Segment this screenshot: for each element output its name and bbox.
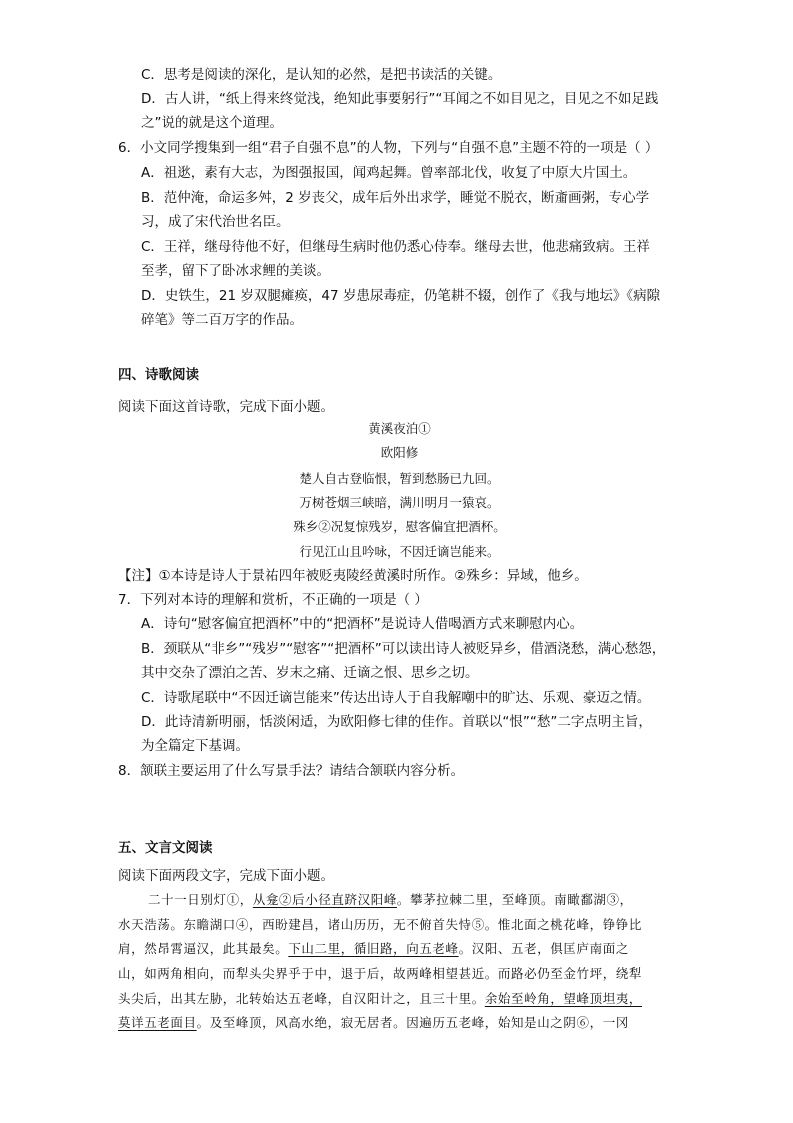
classical-line-2: 水天浩荡。东瞻湖口④，西盼建昌，诸山历历，无不俯首失恃⑤。惟北面之桃花峰，铮铮比: [118, 917, 643, 932]
classical-intro: 阅读下面两段文字，完成下面小题。: [118, 868, 334, 884]
text-run: 。汉阳、五老，俱匡庐南面之: [458, 941, 629, 956]
poetry-intro: 阅读下面这首诗歌，完成下面小题。: [118, 399, 334, 415]
q6-option-b-cont: 习，成了宋代治世名臣。: [141, 214, 290, 230]
poem-line-1: 楚人自古登临恨，暂到愁肠已九回。: [299, 471, 500, 486]
underlined-sentence: 莫详五老面目: [118, 1015, 197, 1030]
q6-stem: 6．小文同学搜集到一组“君子自强不息”的人物，下列与“自强不息”主题不符的一项是（ ）: [118, 140, 659, 156]
section-heading-poetry: 四、诗歌阅读: [118, 367, 199, 383]
poem-title: 黄溪夜泊①: [368, 421, 431, 436]
text-run: 头尖后，出其左胁，北转始达五老峰，自汉阳计之，且三十里。: [118, 991, 485, 1006]
q6-option-b: B．范仲淹，命运多舛，2 岁丧父，成年后外出求学，睡觉不脱衣，断齑画粥，专心学: [141, 190, 650, 206]
text-run: 肩，然昂霄逼汉，此其最矣。: [118, 941, 289, 956]
underlined-sentence: 余始至岭角，望峰顶坦夷，: [484, 991, 643, 1006]
underlined-sentence: 从龛②后小径直跻汉阳峰: [252, 892, 397, 907]
q6-option-c-cont: 至孝，留下了卧冰求鲤的美谈。: [141, 263, 330, 279]
section-heading-classical: 五、文言文阅读: [118, 840, 213, 856]
text-run: 。攀茅拉棘二里，至峰顶。南瞰鄱湖③，: [396, 892, 633, 907]
q7-option-c: C．诗歌尾联中“不因迁谪岂能来”传达出诗人于自我解嘲中的旷达、乐观、豪迈之情。: [141, 690, 651, 706]
q5-option-c: C．思考是阅读的深化，是认知的必然，是把书读活的关键。: [141, 67, 502, 83]
poem-line-4: 行见江山且吟咏，不因迁谪岂能来。: [299, 544, 500, 559]
classical-line-1: [148, 891, 633, 909]
poem-note: 【注】①本诗是诗人于景祐四年被贬夷陵经黄溪时所作。②殊乡：异域，他乡。: [118, 568, 588, 584]
poem-line-2: 万树苍烟三峡暗，满川明月一猿哀。: [299, 495, 500, 510]
q8-stem: 8．颔联主要运用了什么写景手法？请结合颔联内容分析。: [118, 763, 465, 779]
q7-option-b-cont: 其中交杂了漂泊之苦、岁末之痛、迁谪之恨、思乡之切。: [141, 665, 479, 681]
poem-author: 欧阳修: [380, 445, 419, 460]
q6-option-d-cont: 碎笔》等二百万字的作品。: [141, 312, 303, 328]
classical-line-4: 山，如两角相向，而犁头尖界乎于中，退于后，故两峰相望甚近。而路必仍至金竹坪，绕犁: [118, 966, 643, 981]
poem-line-3: 殊乡②况复惊残岁，慰客偏宜把酒杯。: [293, 519, 506, 534]
q7-option-d-cont: 为全篇定下基调。: [141, 738, 249, 754]
q6-option-c: C．王祥，继母待他不好，但继母生病时他仍悉心侍奉。继母去世，他悲痛致病。王祥: [141, 239, 650, 255]
q7-stem: 7．下列对本诗的理解和赏析，不正确的一项是（ ）: [118, 592, 428, 608]
q7-option-b: B．颈联从“非乡”“残岁”“慰客”“把酒杯”可以读出诗人被贬异乡，借酒浇愁，满心愁怨，: [141, 641, 666, 657]
classical-line-5: [118, 990, 642, 1008]
q7-option-d: D．此诗清新明丽，恬淡闲适，为欧阳修七律的佳作。首联以“恨”“愁”二字点明主旨，: [141, 714, 652, 730]
classical-line-6: [118, 1014, 629, 1032]
q6-option-a: A．祖逖，素有大志，为图强报国，闻鸡起舞。曾率部北伐，收复了中原大片国土。: [141, 165, 637, 181]
text-run: 二十一日别灯①，: [148, 892, 253, 907]
underlined-sentence: 下山二里，循旧路，向五老峰: [288, 941, 459, 956]
q5-option-d-cont: 之”说的就是这个道理。: [141, 115, 283, 131]
classical-line-3: [118, 940, 629, 958]
q5-option-d: D．古人讲，“纸上得来终觉浅，绝知此事要躬行”“耳闻之不如目见之，目见之不如足践: [141, 91, 659, 107]
q7-option-a: A．诗句“慰客偏宜把酒杯”中的“把酒杯”是说诗人借喝酒方式来聊慰内心。: [141, 616, 584, 632]
text-run: 。及至峰顶，风高水绝，寂无居者。因遍历五老峰，始知是山之阴⑥，一冈: [196, 1015, 629, 1030]
q6-option-d: D．史铁生，21 岁双腿瘫痪，47 岁患尿毒症，仍笔耕不辍，创作了《我与地坛》《病隙: [141, 288, 661, 304]
